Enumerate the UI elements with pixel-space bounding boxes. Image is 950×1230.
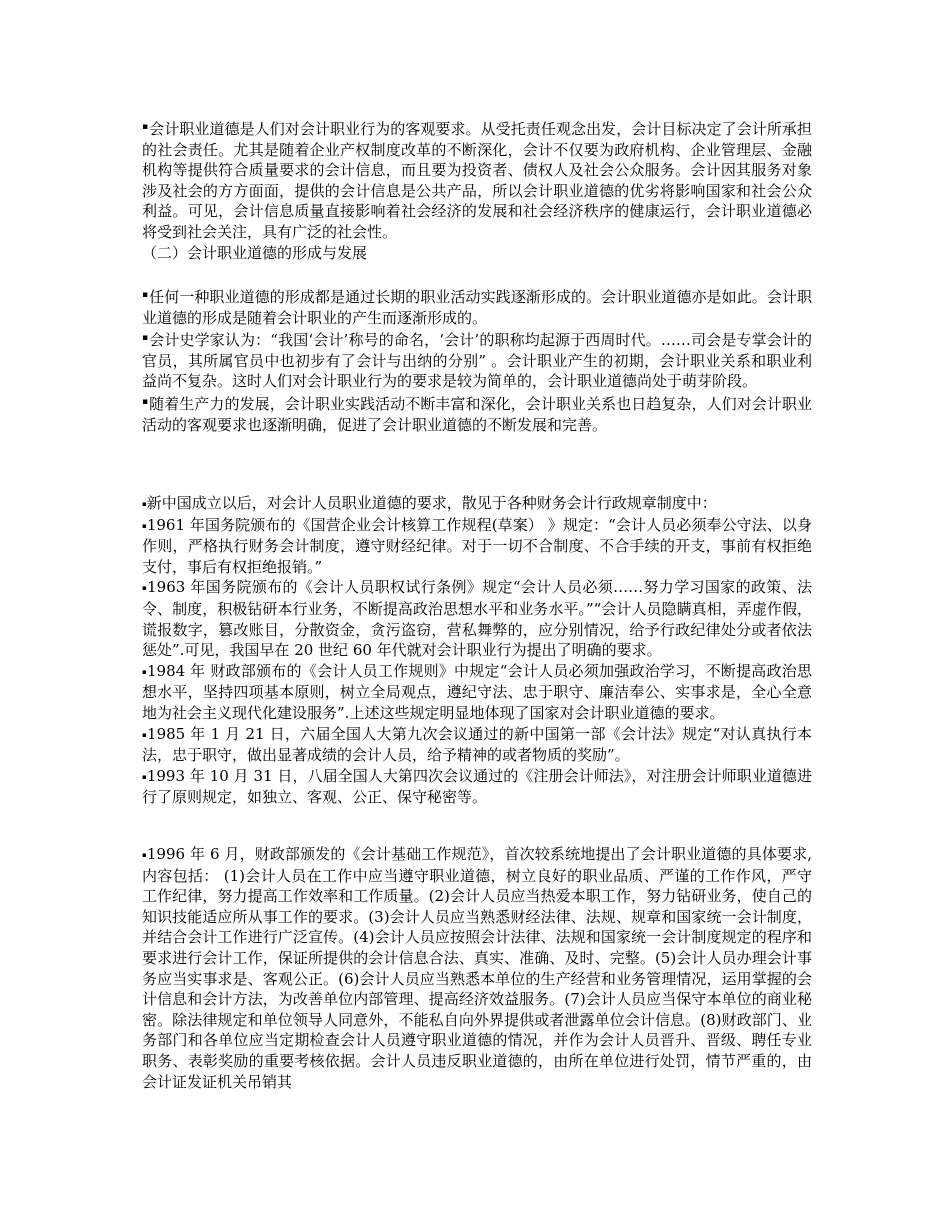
list-item-1961: ▪ 1961 年国务院颁布的《国营企业会计核算工作规程(草案） 》规定：“会计人员必须奉公守法、以身作则，严格执行财务会计制度，遵守财经纪律。对于一切不合制度、不合手续的开支，事前有权拒绝支付，事后有权拒绝报销。” — [142, 515, 812, 578]
list-item-1985: ▪ 1985 年 1 月 21 日，六届全国人大第九次会议通过的新中国第一部《会计法》规定“对认真执行本法，忠于职守，做出显著成绩的会计人员，给予精神的或者物质的奖励”。 — [142, 724, 812, 766]
bullet-paragraph-1: ▪ 任何一种职业道德的形成都是通过长期的职业活动实践逐渐形成的。会计职业道德亦是如此。会计职业道德的形成是随着会计职业的产生而逐渐形成的。 — [142, 285, 812, 328]
paragraph-social-nature: ▪ 会计职业道德是人们对会计职业行为的客观要求。从受托责任观念出发，会计目标决定了会计所承担的社会责任。尤其是随着企业产权制度改革的不断深化，会计不仅要为政府机构、企业管理层、金融机构等提供符合质量要求的会计信息，而且要为投资者、债权人及社会公众服务。会计因其服务对象涉及社会的方方面面，提供的会计信息是公共产品，所以会计职业道德的优劣将影响国家和社会公众利益。可见，会计信息质量直接影响着社会经济的发展和社会经济秩序的健康运行，会计职业道德必将受到社会关注，具有广泛的社会性。 — [142, 117, 812, 243]
list-item-1963: ▪ 1963 年国务院颁布的《会计人员职权试行条例》规定“会计人员必须……努力学习国家的政策、法令、制度，积极钻研本行业务，不断提高政治思想水平和业务水平。”“会计人员隐瞒真相，弄虚作假，谎报数字，篡改账目，分散资金，贪污盗窃，营私舞弊的，应分别情况，给予行政纪律处分或者依法惩处”.可见，我国早在 20 世纪 60 年代就对会计职业行为提出了明确的要求。 — [142, 577, 812, 660]
section-formation — [142, 285, 812, 435]
list-item-1993: ▪ 1993 年 10 月 31 日，八届全国人大第四次会议通过的《注册会计师法》，对注册会计师职业道德进行了原则规定，如独立、客观、公正、保守秘密等。 — [142, 766, 812, 808]
section-social-nature — [142, 117, 812, 263]
bullet-paragraph-3: ▪ 随着生产力的发展，会计职业实践活动不断丰富和深化，会计职业关系也日趋复杂，人们对会计职业活动的客观要求也逐渐明确，促进了会计职业道德的不断发展和完善。 — [142, 392, 812, 435]
list-item-new-china: ▪ 新中国成立以后，对会计人员职业道德的要求，散见于各种财务会计行政规章制度中： — [142, 493, 812, 515]
list-item-1984: ▪ 1984 年 财政部颁布的《会计人员工作规则》中规定“会计人员必须加强政治学习，不断提高政治思想水平，坚持四项基本原则，树立全局观点，遵纪守法、忠于职守、廉洁奉公、实事求是，全心全意地为社会主义现代化建设服务”.上述这些规定明显地体现了国家对会计职业道德的要求。 — [142, 661, 812, 724]
section-regulations — [142, 493, 812, 808]
list-item-1996: ▪ 1996 年 6 月，财政部颁发的《会计基础工作规范》，首次较系统地提出了会计职业道德的具体要求,内容包括： (1)会计人员在工作中应当遵守职业道德，树立良好的职业品质、严谨的工作作风，严守工作纪律，努力提高工作效率和工作质量。(2)会计人员应当热爱本职工作，努力钻研业务，使自己的知识技能适应所从事工作的要求。(3)会计人员应当熟悉财经法律、法规、规章和国家统一会计制度，并结合会计工作进行广泛宣传。(4)会计人员应按照会计法律、法规和国家统一会计制度规定的程序和要求进行会计工作，保证所提供的会计信息合法、真实、准确、及时、完整。(5)会计人员办理会计事务应当实事求是、客观公正。(6)会计人员应当熟悉本单位的生产经营和业务管理情况，运用掌握的会计信息和会计方法，为改善单位内部管理、提高经济效益服务。(7)会计人员应当保守本单位的商业秘密。除法律规定和单位领导人同意外，不能私自向外界提供或者泄露单位会计信息。(8)财政部门、业务部门和各单位应当定期检查会计人员遵守职业道德的情况，并作为会计人员晋升、晋级、聘任专业职务、表彰奖励的重要考核依据。会计人员违反职业道德的，由所在单位进行处罚，情节严重的，由会计证发证机关吊销其 — [142, 844, 812, 1092]
bullet-paragraph-2: ▪ 会计史学家认为：“我国‘会计’称号的命名，‘会计’的职称均起源于西周时代。……司会是专掌会计的官员，其所属官员中也初步有了会计与出纳的分别” 。会计职业产生的初期，会计职业关系和职业利益尚不复杂。这时人们对会计职业行为的要求是较为简单的，会计职业道德尚处于萌芽阶段。 — [142, 328, 812, 392]
section-1996-norms — [142, 844, 812, 1092]
section-heading-formation: （二）会计职业道德的形成与发展 — [142, 243, 368, 262]
